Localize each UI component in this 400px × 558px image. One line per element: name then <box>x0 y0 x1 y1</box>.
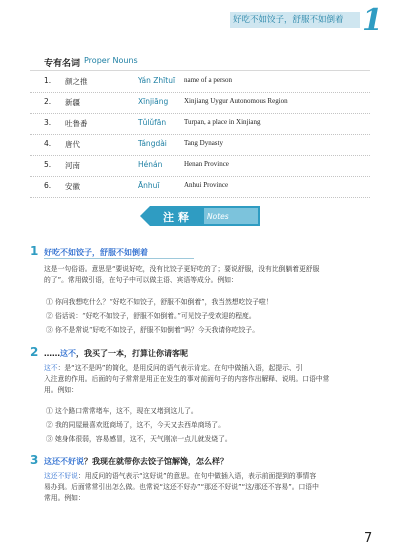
paragraph-text: ：是“这不是吗”的简化，是用反问的语气表示肯定。在句中做插入语，起提示、引 <box>57 364 303 372</box>
row-hanzi: 河南 <box>65 161 80 170</box>
paragraph-line: 入注意的作用。后面的句子常常是用正在发生的事对前面句子的内容作出解释、说明。口语中常 <box>44 375 330 383</box>
lesson-number: 1 <box>362 3 383 38</box>
example-sentence: ② 俗话说：“好吃不如饺子，舒服不如倒着。”可见饺子受欢迎的程度。 <box>46 312 256 320</box>
proper-noun-row <box>30 155 370 177</box>
note-number: 3 <box>30 453 39 467</box>
row-pinyin: Yán Zhītuī <box>138 76 176 85</box>
note-paragraph <box>44 264 374 286</box>
note-title-underline <box>44 258 194 259</box>
row-english: Tang Dynasty <box>184 139 223 147</box>
note-number: 1 <box>30 244 39 258</box>
notes-banner <box>140 204 260 228</box>
paragraph-line: 易办到。后面常常引出怎么做。也常说“这还不好办”“那还不好说”“这/那还不容易”。口语中 <box>44 483 319 491</box>
paragraph-line: 的了”。常用做引语，在句子中可以做主语、宾语等成分。例如： <box>44 276 238 284</box>
example-sentence: ① 这个路口常常堵车，这不，现在又堵到这儿了。 <box>46 407 198 415</box>
example-sentence: ③ 你不是常说“好吃不如饺子，舒服不如倒着”吗？今天我请你吃饺子。 <box>46 326 260 334</box>
row-pinyin: Xīnjiāng <box>138 97 169 106</box>
proper-noun-row <box>30 92 370 114</box>
paragraph-line: 用。例如： <box>44 386 78 394</box>
paragraph-keyword: 这不 <box>44 364 58 372</box>
row-hanzi: 唐代 <box>65 140 80 149</box>
note-paragraph <box>44 363 374 396</box>
row-hanzi: 颜之推 <box>65 77 88 86</box>
paragraph-keyword: 这还不好说 <box>44 472 78 480</box>
proper-noun-row <box>30 113 370 135</box>
proper-nouns-title-en: Proper Nouns <box>84 56 138 65</box>
row-pinyin: Hénán <box>138 160 163 169</box>
row-number: 5. <box>44 160 52 169</box>
example-sentence: ③ 她身体很弱，容易感冒，这不，天气刚凉一点儿就发烧了。 <box>46 435 232 443</box>
page-number: 7 <box>364 531 373 546</box>
paragraph-text: ：用反问的语气表示“这好说”的意思。在句中做插入语，表示前面提到的事情容 <box>77 472 317 480</box>
note-title-rest: ？我现在就带你去饺子馆解馋，怎么样？ <box>84 457 228 466</box>
proper-noun-row <box>30 71 370 93</box>
note-title-keyword: 这还不好说 <box>44 457 84 466</box>
example-sentence: ① 你问我想吃什么？“好吃不如饺子，舒服不如倒着”，我当然想吃饺子啦！ <box>46 298 273 306</box>
note-title-prefix: …… <box>44 349 60 358</box>
row-number: 2. <box>44 97 52 106</box>
paragraph-line: 这是一句俗语。意思是“要说好吃，没有比饺子更好吃的了；要说舒服，没有比倒躺着更舒服 <box>44 265 320 273</box>
proper-noun-row <box>30 134 370 156</box>
row-number: 6. <box>44 181 52 190</box>
row-number: 3. <box>44 118 52 127</box>
row-english: Turpan, a place in Xinjiang <box>184 118 261 126</box>
row-english: Xinjiang Uygur Autonomous Region <box>184 97 288 105</box>
example-sentence: ② 我的同屋最喜欢逛商场了，这不，今天又去西单商场了。 <box>46 421 225 429</box>
row-number: 1. <box>44 76 52 85</box>
note-paragraph <box>44 471 374 504</box>
paragraph-line: 常用。例如： <box>44 494 85 502</box>
note-title <box>44 456 228 467</box>
running-header: 好吃不如饺子，舒服不如倒着 <box>233 15 344 25</box>
row-english: Henan Province <box>184 160 229 168</box>
row-hanzi: 新疆 <box>65 98 80 107</box>
row-pinyin: Tángdài <box>138 139 167 148</box>
proper-noun-row <box>30 176 370 198</box>
row-number: 4. <box>44 139 52 148</box>
row-pinyin: Tǔlǔfān <box>138 118 167 127</box>
notes-title-cn: 注释 <box>163 211 193 224</box>
row-pinyin: Ānhuī <box>138 181 160 190</box>
notes-title-en: Notes <box>207 212 229 221</box>
note-title: 好吃不如饺子，舒服不如倒着 <box>44 248 148 257</box>
row-english: name of a person <box>184 76 233 84</box>
row-hanzi: 安徽 <box>65 182 80 191</box>
paragraph-line <box>44 363 374 374</box>
note-title <box>44 348 188 359</box>
note-title-rest: ，我买了一本，打算让你请客呢 <box>76 349 188 358</box>
note-title-keyword: 这不 <box>60 349 76 358</box>
note-number: 2 <box>30 345 39 359</box>
row-english: Anhui Province <box>184 181 229 189</box>
row-hanzi: 吐鲁番 <box>65 119 88 128</box>
paragraph-line <box>44 471 374 482</box>
proper-nouns-title-cn: 专有名词 <box>44 59 81 69</box>
